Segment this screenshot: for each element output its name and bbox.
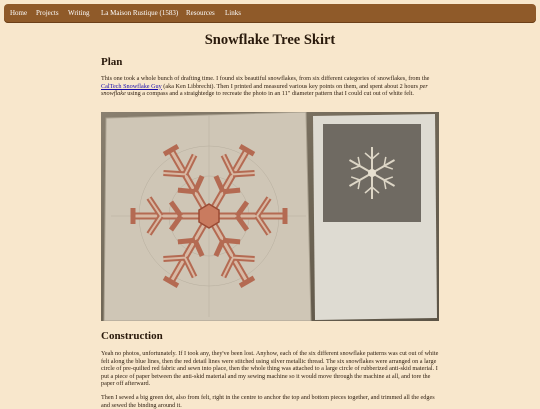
nav-writing-link[interactable]: Writing bbox=[68, 9, 90, 17]
construction-paragraph-1: Yeah no photos, unfortunately. If I took any, they've been lost. Anyhow, each of the six different snowflake patterns was cut out of white felt along the blue lines, then the red detail lines were stitched using silver metallic thread. The six snowflakes were arranged on a large circle of pre-quilted red fabric and sewn into place, then the whole thing was attached to a large circle of rubberized anti-skid material. I put a piece of paper between the anti-skid material and my sewing machine so it would move through the machine at all, and tore the paper off afterward. bbox=[101, 350, 439, 388]
snowflake-pattern-photo bbox=[101, 112, 439, 321]
nav-resources-link[interactable]: Resources bbox=[186, 9, 215, 17]
plan-text-start: This one took a whole bunch of drafting time. I found six beautiful snowflakes, from six different categories of snowflakes, from the bbox=[101, 75, 430, 82]
construction-paragraph-2: Then I sewed a big green dot, also from felt, right in the centre to anchor the top and bottom pieces together, and trimmed all the edges and sewed the binding around it. bbox=[101, 394, 435, 409]
plan-heading: Plan bbox=[101, 56, 123, 68]
plan-text-end: using a compass and a straightedge to recreate the photo in an 11" diameter pattern that I could cut out of white felt. bbox=[125, 90, 414, 98]
plan-text-middle: (aka Ken Libbrecht). Then I printed and measured various key points on them, and spent about 2 hours bbox=[161, 82, 420, 90]
nav-links-link[interactable]: Links bbox=[225, 9, 241, 17]
snowflake-photo-image bbox=[101, 112, 439, 321]
plan-paragraph bbox=[101, 75, 439, 98]
nav-la-maison-rustique-link[interactable]: La Maison Rustique (1583) bbox=[101, 9, 179, 17]
page-title: Snowflake Tree Skirt bbox=[204, 32, 336, 48]
nav-projects-link[interactable]: Projects bbox=[36, 9, 59, 17]
plan-italic-text: per snowflake bbox=[101, 82, 428, 98]
caltech-snowflake-guy-link[interactable]: CalTech Snowflake Guy bbox=[101, 82, 162, 90]
top-navigation-bar bbox=[4, 4, 536, 23]
nav-home-link[interactable]: Home bbox=[10, 9, 28, 17]
construction-heading: Construction bbox=[101, 330, 163, 342]
